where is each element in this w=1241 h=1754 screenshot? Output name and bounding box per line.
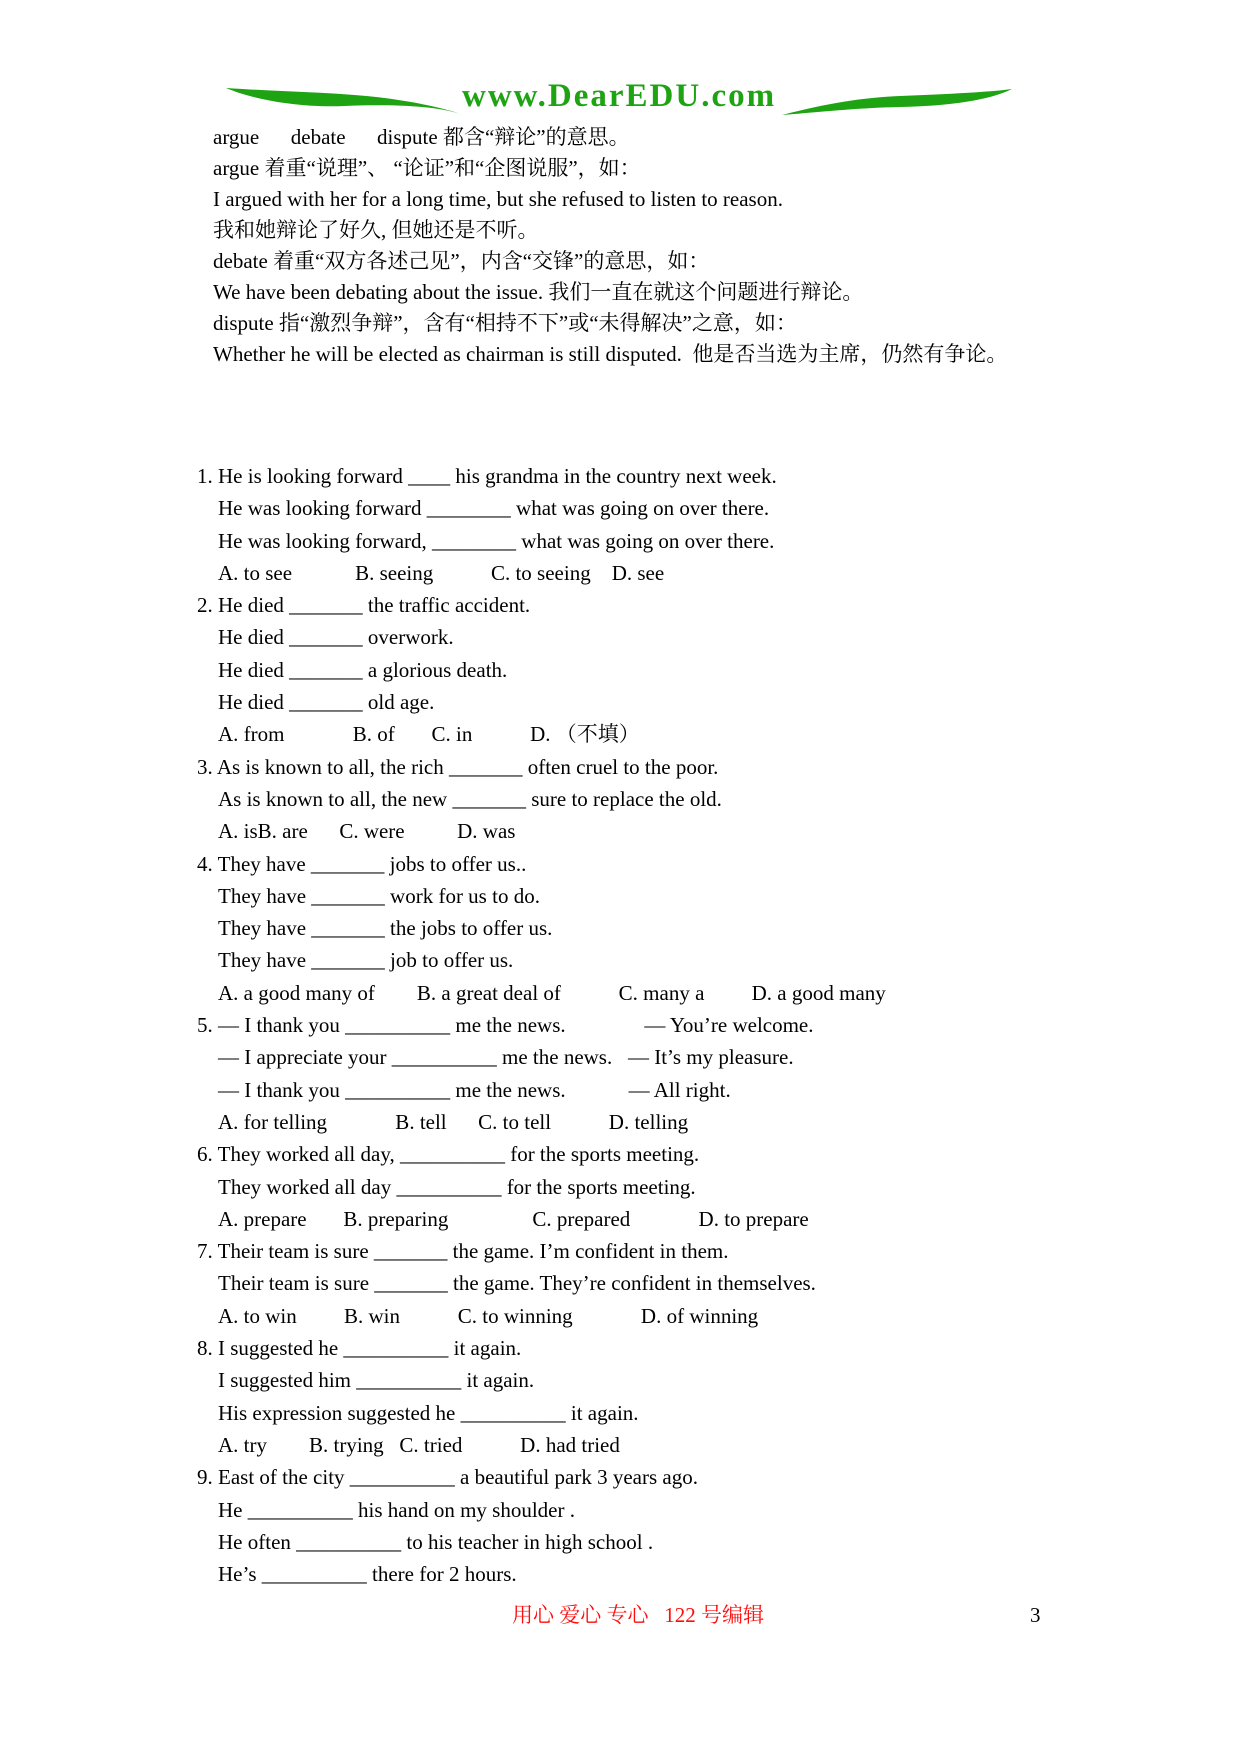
intro-line: argue 着重“说理”、 “论证”和“企图说服”，如： [213, 156, 641, 180]
question-line: — I thank you __________ me the news. — All right. [218, 1077, 731, 1102]
question-options: A. to win B. win C. to winning D. of winning [218, 1303, 759, 1328]
question-number: 9. [197, 1465, 218, 1490]
question-text: He is looking forward ____ his grandma in the country next week. [218, 464, 777, 488]
question-line: Their team is sure _______ the game. They’re confident in themselves. [218, 1271, 816, 1296]
question-text: They worked all day, __________ for the sports meeting. [217, 1142, 700, 1167]
site-logo [224, 78, 1014, 124]
question-options: A. isB. are C. were D. was [218, 819, 516, 844]
question-options: A. prepare B. preparing C. prepared D. to prepare [218, 1206, 809, 1231]
question-text: Their team is sure _______ the game. I’m confident in them. [217, 1239, 729, 1264]
question-line: They worked all day __________ for the sports meeting. [218, 1174, 696, 1199]
question-item [197, 1235, 886, 1332]
page-number: 3 [1030, 1603, 1041, 1627]
question-line: They have _______ the jobs to offer us. [218, 916, 553, 941]
question-line: He died _______ old age. [218, 690, 435, 715]
question-item [197, 589, 886, 750]
logo-text: www.DearEDU.com [462, 78, 777, 114]
question-line [197, 1461, 886, 1493]
question-text: He died _______ the traffic accident. [218, 593, 531, 618]
question-text: They have _______ jobs to offer us.. [217, 851, 527, 876]
question-number: 4. [197, 851, 218, 876]
question-line: His expression suggested he __________ it again. [218, 1400, 639, 1425]
logo-swoosh-left-icon [224, 84, 465, 120]
question-line [197, 751, 886, 783]
question-number: 7. [197, 1239, 218, 1264]
question-line: — I appreciate your __________ me the news. — It’s my pleasure. [218, 1045, 794, 1070]
footer-note: 用心 爱心 专心 122 号编辑 [512, 1603, 764, 1627]
question-line: He was looking forward ________ what was going on over there. [218, 496, 770, 521]
question-number: 8. [197, 1336, 218, 1361]
question-line: As is known to all, the new _______ sure to replace the old. [218, 786, 722, 811]
question-line: He was looking forward, ________ what was going on over there. [218, 528, 775, 553]
question-item [197, 1461, 886, 1590]
exercise-list [197, 460, 886, 1590]
question-options: A. try B. trying C. tried D. had tried [218, 1432, 620, 1457]
question-line [197, 1332, 886, 1364]
question-item [197, 460, 886, 589]
question-text: — I thank you __________ me the news. — You’re welcome. [218, 1013, 814, 1038]
question-item [197, 1332, 886, 1461]
question-number: 2. [197, 593, 218, 618]
question-item [197, 1138, 886, 1235]
question-item [197, 848, 886, 1009]
vocabulary-notes [213, 122, 1007, 370]
intro-line: dispute 指“激烈争辩”，含有“相持不下”或“未得解决”之意，如： [213, 311, 797, 335]
question-line [197, 1235, 886, 1267]
intro-line: 我和她辩论了好久, 但她还是不听。 [213, 218, 539, 242]
question-number: 6. [197, 1142, 218, 1167]
question-number: 1. [197, 464, 218, 488]
question-line: They have _______ job to offer us. [218, 948, 514, 973]
intro-line: debate 着重“双方各述己见”，内含“交锋”的意思，如： [213, 249, 710, 273]
question-line [197, 1138, 886, 1170]
question-options: A. to see B. seeing C. to seeing D. see [218, 560, 665, 585]
question-line: He’s __________ there for 2 hours. [218, 1562, 517, 1587]
question-options: A. from B. of C. in D. （不填） [218, 722, 640, 747]
question-line: They have _______ work for us to do. [218, 883, 540, 908]
logo-swoosh-right-icon [780, 84, 1014, 120]
question-line: I suggested him __________ it again. [218, 1368, 535, 1393]
question-line [197, 1009, 886, 1041]
question-number: 3. [197, 754, 217, 779]
question-line [197, 589, 886, 621]
question-text: East of the city __________ a beautiful park 3 years ago. [218, 1465, 698, 1490]
question-line [197, 848, 886, 880]
question-item [197, 751, 886, 848]
intro-line: We have been debating about the issue. 我们一直在就这个问题进行辩论。 [213, 280, 864, 304]
question-text: I suggested he __________ it again. [218, 1336, 522, 1361]
question-options: A. a good many of B. a great deal of C. many a D. a good many [218, 980, 886, 1005]
question-line [197, 460, 886, 492]
question-line: He __________ his hand on my shoulder . [218, 1497, 575, 1522]
question-number: 5. [197, 1013, 218, 1038]
question-line: He often __________ to his teacher in high school . [218, 1529, 654, 1554]
intro-line: Whether he will be elected as chairman is still disputed. 他是否当选为主席，仍然有争论。 [213, 342, 1008, 366]
question-line: He died _______ overwork. [218, 625, 454, 650]
intro-line: argue debate dispute 都含“辩论”的意思。 [213, 125, 630, 149]
question-text: As is known to all, the rich _______ often cruel to the poor. [216, 754, 719, 779]
question-item [197, 1009, 886, 1138]
intro-line: I argued with her for a long time, but she refused to listen to reason. [213, 187, 783, 211]
question-options: A. for telling B. tell C. to tell D. telling [218, 1109, 689, 1134]
question-line: He died _______ a glorious death. [218, 657, 508, 682]
